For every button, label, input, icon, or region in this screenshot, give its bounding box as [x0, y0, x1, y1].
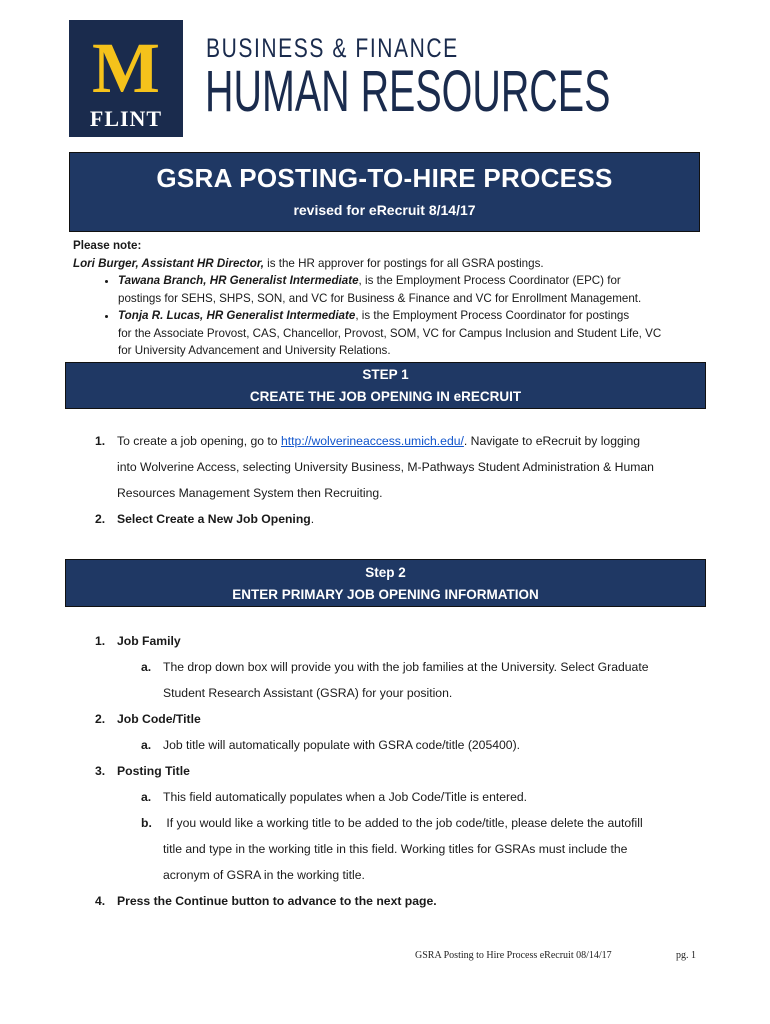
- note-heading: Please note:: [73, 239, 142, 252]
- list-item: • Tonja R. Lucas, HR Generalist Intermediate, is the Employment Process Coordinator for postings for the Associate Provost, CAS, Chancellor, Provost, SOM, VC for Campus Inclusion and Student Life, VC for University Advancement and University Relations.: [118, 307, 713, 360]
- step1-label: STEP 1: [362, 367, 409, 382]
- sub-item: a. This field automatically populates when a Job Code/Title is entered.: [141, 790, 528, 804]
- list-item: 1. Job Family: [95, 634, 181, 648]
- list-item: 1. To create a job opening, go to http://wolverineaccess.umich.edu/. Navigate to eRecruit by logging: [95, 434, 641, 448]
- list-item: 2. Select Create a New Job Opening.: [95, 512, 315, 526]
- approver-line: [73, 255, 713, 273]
- approver-text: is the HR approver for postings for all GSRA postings.: [263, 256, 544, 270]
- revision-subtitle: revised for eRecruit 8/14/17: [293, 202, 476, 218]
- department-name: HUMAN RESOURCES: [205, 59, 611, 124]
- page-title: GSRA POSTING-TO-HIRE PROCESS: [156, 163, 613, 193]
- org-name: BUSINESS & FINANCE: [206, 33, 459, 63]
- step1-banner: [65, 362, 706, 409]
- title-banner: [69, 152, 700, 232]
- step2-label: Step 2: [365, 565, 406, 580]
- logo-letter: M: [92, 28, 160, 108]
- list-item: • Tawana Branch, HR Generalist Intermediate, is the Employment Process Coordinator (EPC) for postings for SEHS, SHPS, SON, and VC for Business & Finance and VC for Enrollment Management.: [118, 272, 713, 307]
- note-section: [73, 237, 713, 360]
- footer-doc-title: GSRA Posting to Hire Process eRecruit 08/14/17: [415, 950, 612, 961]
- logo-text: FLINT: [89, 106, 163, 131]
- step2-banner: [65, 559, 706, 607]
- wolverine-access-link[interactable]: http://wolverineaccess.umich.edu/: [280, 434, 464, 448]
- university-logo: [69, 20, 183, 137]
- footer-page-number: pg. 1: [676, 950, 696, 961]
- sub-item: a. Job title will automatically populate with GSRA code/title (205400).: [141, 738, 521, 752]
- sub-item: b. If you would like a working title to be added to the job code/title, please delete the autofill: [141, 816, 643, 830]
- step2-title: ENTER PRIMARY JOB OPENING INFORMATION: [232, 587, 539, 602]
- approver-name: Lori Burger, Assistant HR Director,: [73, 256, 264, 270]
- coordinator-list: [73, 272, 713, 360]
- list-item: 2. Job Code/Title: [95, 712, 201, 726]
- sub-item: a. The drop down box will provide you with the job families at the University. Select Graduate: [141, 660, 649, 674]
- list-item: 3. Posting Title: [95, 764, 190, 778]
- step1-title: CREATE THE JOB OPENING IN eRECRUIT: [249, 389, 522, 404]
- list-item: 4. Press the Continue button to advance to the next page.: [95, 894, 437, 908]
